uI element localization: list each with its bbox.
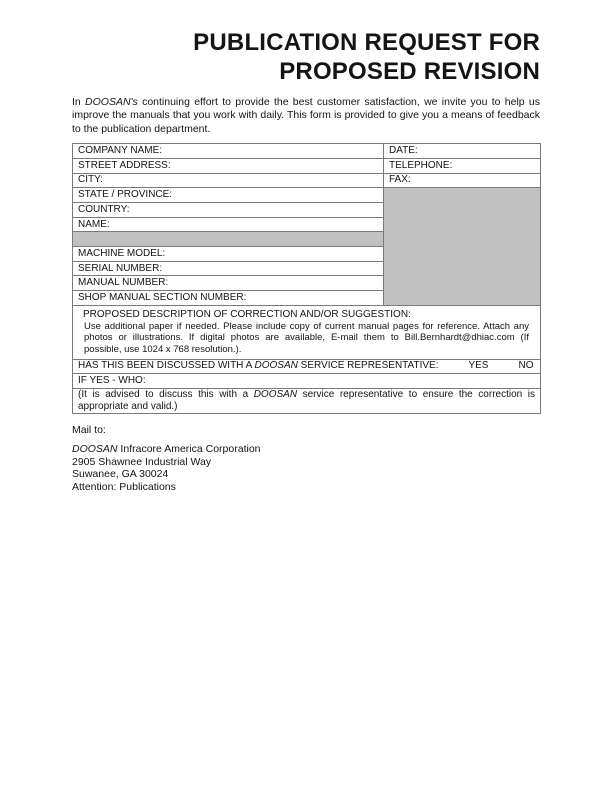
shop-manual-section-label: SHOP MANUAL SECTION NUMBER: xyxy=(78,291,247,303)
fax-label: FAX: xyxy=(389,174,411,186)
name-cell xyxy=(73,217,384,232)
address-attention-line: Attention: Publications xyxy=(72,480,176,493)
city-label: CITY: xyxy=(78,174,104,186)
intro-paragraph xyxy=(72,96,540,136)
advice-text-post: service representative to ensure the correction is appropriate and valid.) xyxy=(78,388,535,412)
table-row xyxy=(73,188,541,203)
date-label: DATE: xyxy=(389,145,418,157)
brand-name: DOOSAN xyxy=(254,360,298,372)
manual-number-label: MANUAL NUMBER: xyxy=(78,277,169,289)
if-yes-who-cell xyxy=(73,374,541,389)
address-city-line: Suwanee, GA 30024 xyxy=(72,468,169,481)
city-cell xyxy=(73,173,384,188)
discussed-question-cell xyxy=(73,359,541,374)
date-cell xyxy=(384,144,541,159)
company-name-label: COMPANY NAME: xyxy=(78,145,163,157)
serial-number-label: SERIAL NUMBER: xyxy=(78,262,163,274)
no-option: NO xyxy=(518,360,534,372)
country-label: COUNTRY: xyxy=(78,203,130,215)
table-row xyxy=(73,158,541,173)
advice-text-pre: (It is advised to discuss this with a xyxy=(78,388,254,400)
brand-name: DOOSAN xyxy=(72,442,118,455)
intro-text-pre: In xyxy=(72,96,86,108)
additional-paper-note: Use additional paper if needed. Please include copy of current manual pages for reference. Attach any photos or illustrations. If digital photos are available, E-mail them to Bill.Bernhardt@dhiac.com (If possible, use 1024 x 768 resolution.). xyxy=(84,320,529,355)
proposed-description-label: PROPOSED DESCRIPTION OF CORRECTION AND/OR SUGGESTION: xyxy=(83,308,411,320)
advice-cell xyxy=(73,388,541,413)
machine-model-label: MACHINE MODEL: xyxy=(78,247,166,259)
discussed-question-post: SERVICE REPRESENTATIVE: xyxy=(297,360,439,372)
manual-number-cell xyxy=(73,276,384,291)
mailing-address xyxy=(72,443,540,493)
brand-name: DOOSAN's xyxy=(85,96,138,108)
street-address-cell xyxy=(73,158,384,173)
page-title-line2: PROPOSED REVISION xyxy=(279,58,540,85)
telephone-label: TELEPHONE: xyxy=(389,159,453,171)
address-street-line: 2905 Shawnee Industrial Way xyxy=(72,455,212,468)
page-title xyxy=(72,28,540,86)
street-address-label: STREET ADDRESS: xyxy=(78,159,171,171)
if-yes-who-label: IF YES - WHO: xyxy=(78,375,146,387)
table-row xyxy=(73,144,541,159)
name-label: NAME: xyxy=(78,218,110,230)
table-row xyxy=(73,305,541,359)
country-cell xyxy=(73,202,384,217)
brand-name: DOOSAN xyxy=(253,388,298,400)
table-row xyxy=(73,173,541,188)
gray-spacer-row xyxy=(73,232,384,247)
address-company-rest: Infracore America Corporation xyxy=(117,442,261,455)
address-company-line xyxy=(72,443,540,456)
mail-to-label: Mail to: xyxy=(72,423,106,436)
shop-manual-section-cell xyxy=(73,291,384,306)
table-row xyxy=(73,388,541,413)
telephone-cell xyxy=(384,158,541,173)
page-title-line1: PUBLICATION REQUEST FOR xyxy=(193,29,540,56)
machine-model-cell xyxy=(73,247,384,262)
serial-number-cell xyxy=(73,261,384,276)
state-province-cell xyxy=(73,188,384,203)
yes-option: YES xyxy=(468,360,489,372)
state-province-label: STATE / PROVINCE: xyxy=(78,189,173,201)
gray-filler-block xyxy=(384,188,541,306)
intro-text-post: continuing effort to provide the best customer satisfaction, we invite you to help us improve the manuals that you work with daily. This form is provided to give you a means of feedback to the publication department. xyxy=(72,96,540,135)
table-row xyxy=(73,359,541,374)
company-name-cell xyxy=(73,144,384,159)
fax-cell xyxy=(384,173,541,188)
table-row xyxy=(73,374,541,389)
proposed-description-cell xyxy=(73,305,541,359)
request-form-table xyxy=(72,143,541,414)
discussed-question-pre: HAS THIS BEEN DISCUSSED WITH A xyxy=(78,360,255,372)
